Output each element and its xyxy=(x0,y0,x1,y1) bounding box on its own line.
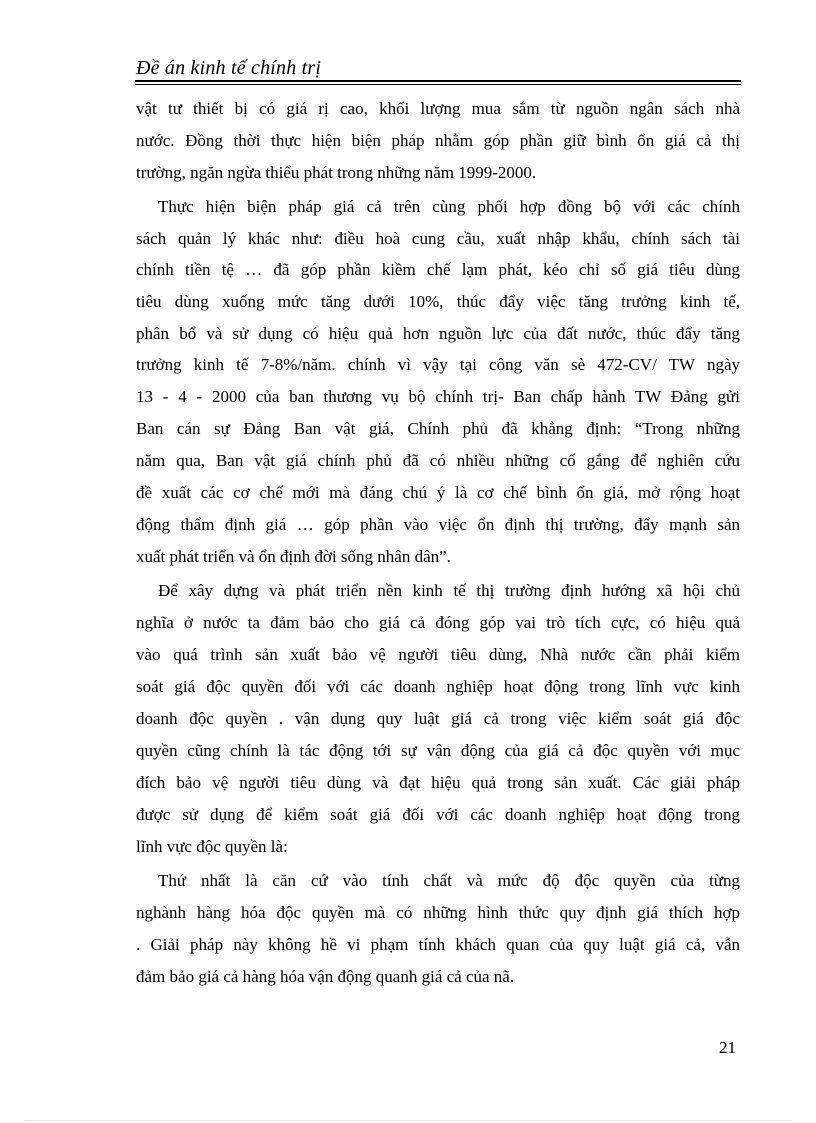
text-line: nghĩa ở nước ta đảm bảo cho giá cả đóng góp vai trò tích cực, có hiệu quả xyxy=(136,613,740,632)
text-line: quyền cũng chính là tác động tới sự vận động của giá cả độc quyền với mục xyxy=(136,741,740,760)
header-title: Đề án kinh tế chính trị xyxy=(136,57,322,79)
text-line: Để xây dựng và phát triển nền kinh tế thị trường định hướng xã hội chủ xyxy=(158,581,740,600)
text-line: lĩnh vực độc quyền là: xyxy=(136,837,288,856)
text-line: tiêu dùng xuống mức tăng dưới 10%, thúc đẩy việc tăng trưởng kinh tế, xyxy=(136,292,740,311)
text-line: sách quản lý khác như: điều hoà cung cầu, xuất nhập khẩu, chính sách tài xyxy=(136,229,740,248)
text-line: trưởng kinh tế 7-8%/năm. chính vì vậy tại công văn sè 472-CV/ TW ngày xyxy=(136,355,740,374)
page-number: 21 xyxy=(719,1038,736,1057)
text-line: nghành hàng hóa độc quyền mà có những hình thức quy định giá thích hợp xyxy=(136,903,740,922)
footer-dotted-line xyxy=(24,1120,792,1121)
text-line: 13 - 4 - 2000 của ban thương vụ bộ chính trị- Ban chấp hành TW Đảng gửi xyxy=(136,387,740,406)
text-line: được sử dụng để kiểm soát giá đối với các doanh nghiệp hoạt động trong xyxy=(136,805,740,824)
text-line: đảm bảo giá cả hàng hóa vận động quanh giá cả của nã. xyxy=(136,967,515,986)
text-line: đích bảo vệ người tiêu dùng và đạt hiệu quả trong sản xuất. Các giải pháp xyxy=(136,773,740,792)
text-line: Thứ nhất là căn cứ vào tính chất và mức độ độc quyền của từng xyxy=(158,871,740,890)
text-line: vào quá trình sản xuất bảo vệ người tiêu dùng, Nhà nước cần phải kiểm xyxy=(136,645,740,664)
text-line: vật tư thiết bị có giá rị cao, khối lượng mua sắm từ nguồn ngân sách nhà xyxy=(136,99,740,118)
text-line: đề xuất các cơ chế mới mà đáng chú ý là cơ chế bình ổn giá, mở rộng hoạt xyxy=(136,483,740,502)
text-line: Thực hiện biện pháp giá cả trên cùng phối hợp đồng bộ với các chính xyxy=(158,197,740,216)
text-line: động thẩm định giá … góp phần vào việc ổn định thị trường, đẩy mạnh sản xyxy=(136,515,740,534)
text-line: doanh độc quyền . vận dụng quy luật giá cả trong việc kiểm soát giá độc xyxy=(136,709,740,728)
text-line: xuất phát triển và ổn định đời sống nhân dân”. xyxy=(136,547,451,566)
text-line: trường, ngăn ngừa thiểu phát trong những năm 1999-2000. xyxy=(136,163,537,182)
text-line: soát giá độc quyền đối với các doanh nghiệp hoạt động trong lĩnh vực kinh xyxy=(136,677,740,696)
text-line: nước. Đồng thời thực hiện biện pháp nhằm góp phần giữ bình ổn giá cả thị xyxy=(136,131,740,150)
text-line: năm qua, Ban vật giá chính phủ đã có nhiều những cố gắng để nghiên cứu xyxy=(136,451,740,470)
text-line: Ban cán sự Đảng Ban vật giá, Chính phủ đã khẳng định: “Trong những xyxy=(136,419,740,438)
header-rule-thin xyxy=(135,84,741,85)
text-line: . Giải pháp này không hề vi phạm tính khách quan của quy luật giá cả, vẫn xyxy=(136,935,740,954)
text-line: chính tiền tệ … đã góp phần kiềm chế lạm phát, kéo chỉ số giá tiêu dùng xyxy=(136,260,740,279)
text-line: phân bổ và sử dụng có hiệu quả hơn nguồn lực của đất nước, thúc đẩy tăng xyxy=(136,324,740,343)
header-rule-thick xyxy=(135,80,741,82)
